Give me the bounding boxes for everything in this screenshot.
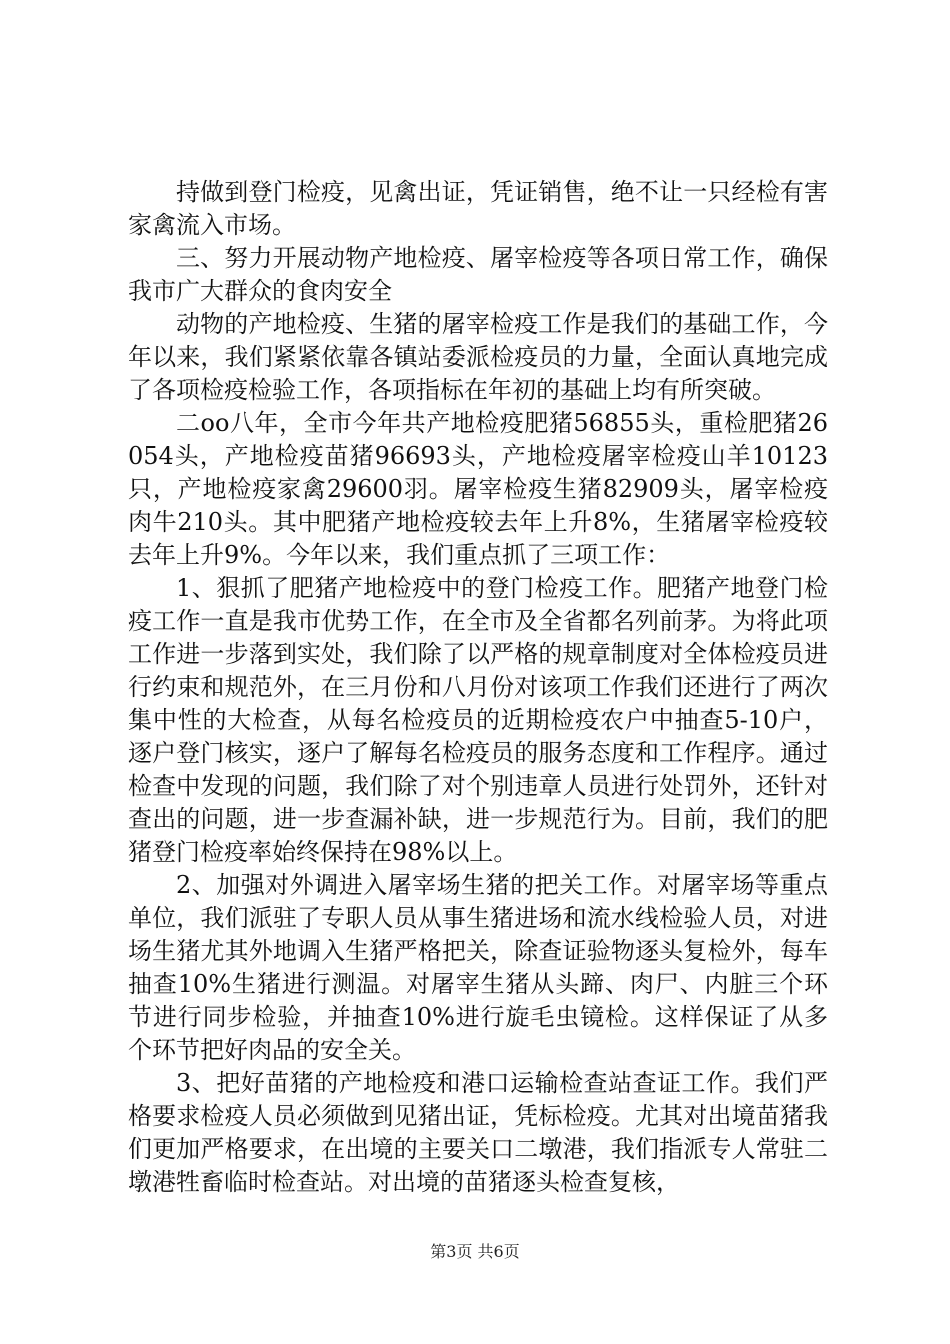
paragraph-intro: 动物的产地检疫、生猪的屠宰检疫工作是我们的基础工作，今年以来，我们紧紧依靠各镇站委派检疫员的力量，全面认真地完成了各项检疫检验工作，各项指标在年初的基础上均有所突破。 [128,310,828,404]
paragraph-item-1: 1、狠抓了肥猪产地检疫中的登门检疫工作。肥猪产地登门检疫工作一直是我市优势工作，在全市及全省都名列前茅。为将此项工作进一步落到实处，我们除了以严格的规章制度对全体检疫员进行约束和规范外，在三月份和八月份对该项工作我们还进行了两次集中性的大检查，从每名检疫员的近期检疫农户中抽查5-10户，逐户登门核实，逐户了解每名检疫员的服务态度和工作程序。通过检查中发现的问题，我们除了对个别违章人员进行处罚外，还针对查出的问题，进一步查漏补缺，进一步规范行为。目前，我们的肥猪登门检疫率始终保持在98%以上。 [128,574,828,866]
paragraph-item-3: 3、把好苗猪的产地检疫和港口运输检查站查证工作。我们严格要求检疫人员必须做到见猪出证，凭标检疫。尤其对出境苗猪我们更加严格要求，在出境的主要关口二墩港，我们指派专人常驻二墩港牲畜临时检查站。对出境的苗猪逐头检查复核， [128,1069,828,1196]
paragraph-item-2: 2、加强对外调进入屠宰场生猪的把关工作。对屠宰场等重点单位，我们派驻了专职人员从事生猪进场和流水线检验人员，对进场生猪尤其外地调入生猪严格把关，除查证验物逐头复检外，每车抽查10%生猪进行测温。对屠宰生猪从头蹄、肉尸、内脏三个环节进行同步检验，并抽查10%进行旋毛虫镜检。这样保证了从多个环节把好肉品的安全关。 [128,871,828,1064]
paragraph-statistics: 二oo八年，全市今年共产地检疫肥猪56855头，重检肥猪26054头，产地检疫苗猪96693头，产地检疫屠宰检疫山羊10123只，产地检疫家禽29600羽。屠宰检疫生猪82909头，屠宰检疫肉牛210头。其中肥猪产地检疫较去年上升8%，生猪屠宰检疫较去年上升9%。今年以来，我们重点抓了三项工作： [128,409,828,569]
paragraph-continuation: 持做到登门检疫，见禽出证，凭证销售，绝不让一只经检有害家禽流入市场。 [128,178,828,239]
document-body [128,176,828,1199]
page-footer [0,1242,950,1262]
section-heading: 三、努力开展动物产地检疫、屠宰检疫等各项日常工作，确保我市广大群众的食肉安全 [128,244,828,305]
page-number: 第3页 共6页 [430,1242,520,1261]
